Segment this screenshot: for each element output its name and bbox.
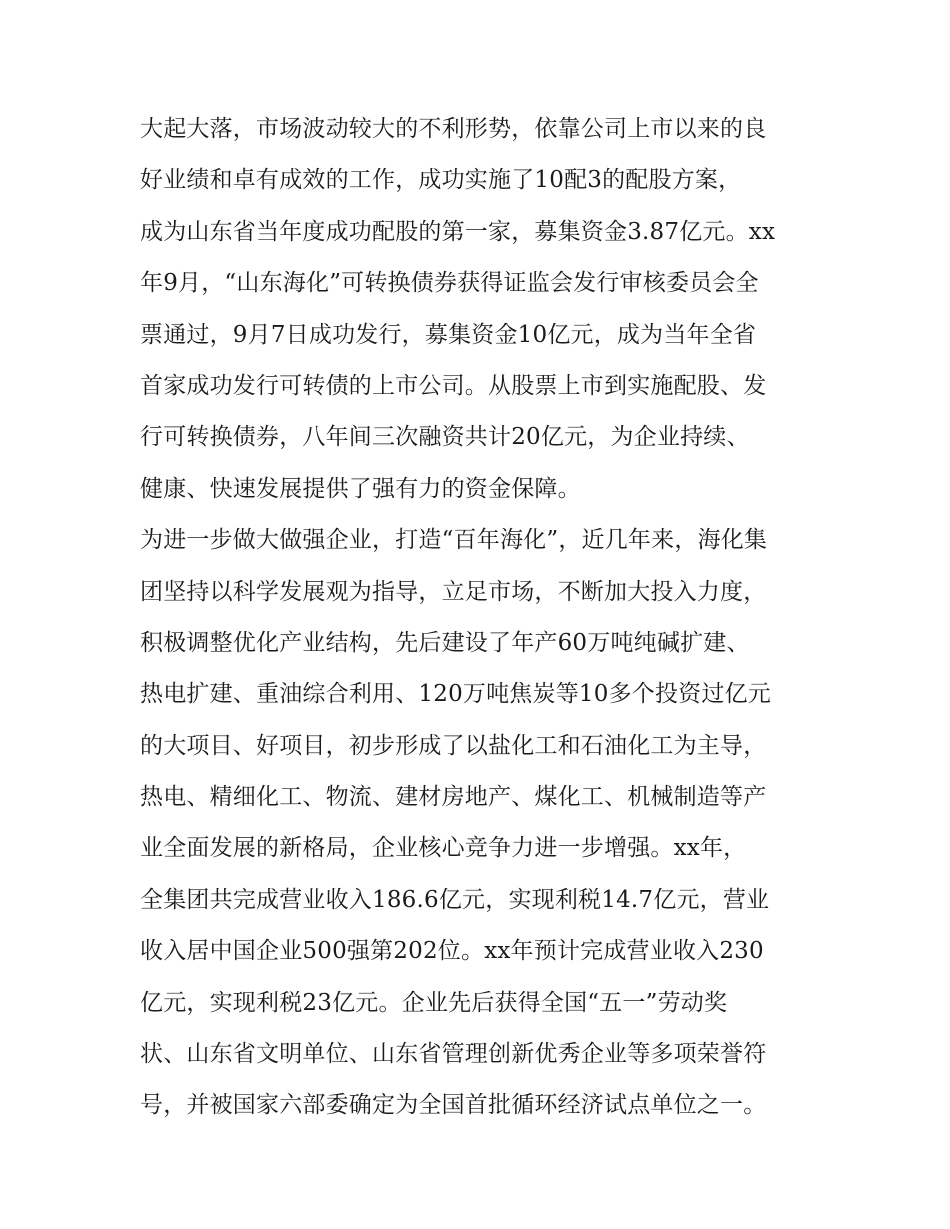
text-line: 号，并被国家六部委确定为全国首批循环经济试点单位之一。: [140, 1092, 767, 1119]
text-line: 热电、精细化工、物流、建材房地产、煤化工、机械制造等产: [140, 784, 767, 811]
text-line: 行可转换债券，八年间三次融资共计20亿元，为企业持续、: [140, 424, 750, 451]
text-line: 团坚持以科学发展观为指导，立足市场，不断加大投入力度，: [140, 578, 767, 605]
text-line: 健康、快速发展提供了强有力的资金保障。: [140, 475, 581, 502]
text-line: 首家成功发行可转债的上市公司。从股票上市到实施配股、发: [140, 372, 767, 399]
text-line: 状、山东省文明单位、山东省管理创新优秀企业等多项荣誉符: [140, 1041, 767, 1068]
text-line: 全集团共完成营业收入186.6亿元，实现利税14.7亿元，营业: [140, 886, 770, 913]
text-line: 为进一步做大做强企业，打造“百年海化”，近几年来，海化集: [140, 527, 768, 554]
text-line: 好业绩和卓有成效的工作，成功实施了10配3的配股方案，: [140, 167, 742, 194]
text-line: 收入居中国企业500强第202位。xx年预计完成营业收入230: [140, 938, 764, 965]
text-line: 票通过，9月7日成功发行，募集资金10亿元，成为当年全省: [140, 321, 757, 348]
text-line: 积极调整优化产业结构，先后建设了年产60万吨纯碱扩建、: [140, 629, 750, 656]
text-line: 业全面发展的新格局，企业核心竞争力进一步增强。xx年，: [140, 835, 747, 862]
text-line: 的大项目、好项目，初步形成了以盐化工和石油化工为主导，: [140, 732, 767, 759]
text-line: 成为山东省当年度成功配股的第一家，募集资金3.87亿元。xx: [140, 218, 776, 245]
body-text: [140, 104, 830, 1132]
text-line: 大起大落，市场波动较大的不利形势，依靠公司上市以来的良: [140, 116, 767, 142]
text-line: 年9月，“山东海化”可转换债券获得证监会发行审核委员会全: [140, 270, 759, 297]
text-line: 热电扩建、重油综合利用、120万吨焦炭等10多个投资过亿元: [140, 681, 771, 708]
text-line: 亿元，实现利税23亿元。企业先后获得全国“五一”劳动奖: [140, 989, 728, 1016]
